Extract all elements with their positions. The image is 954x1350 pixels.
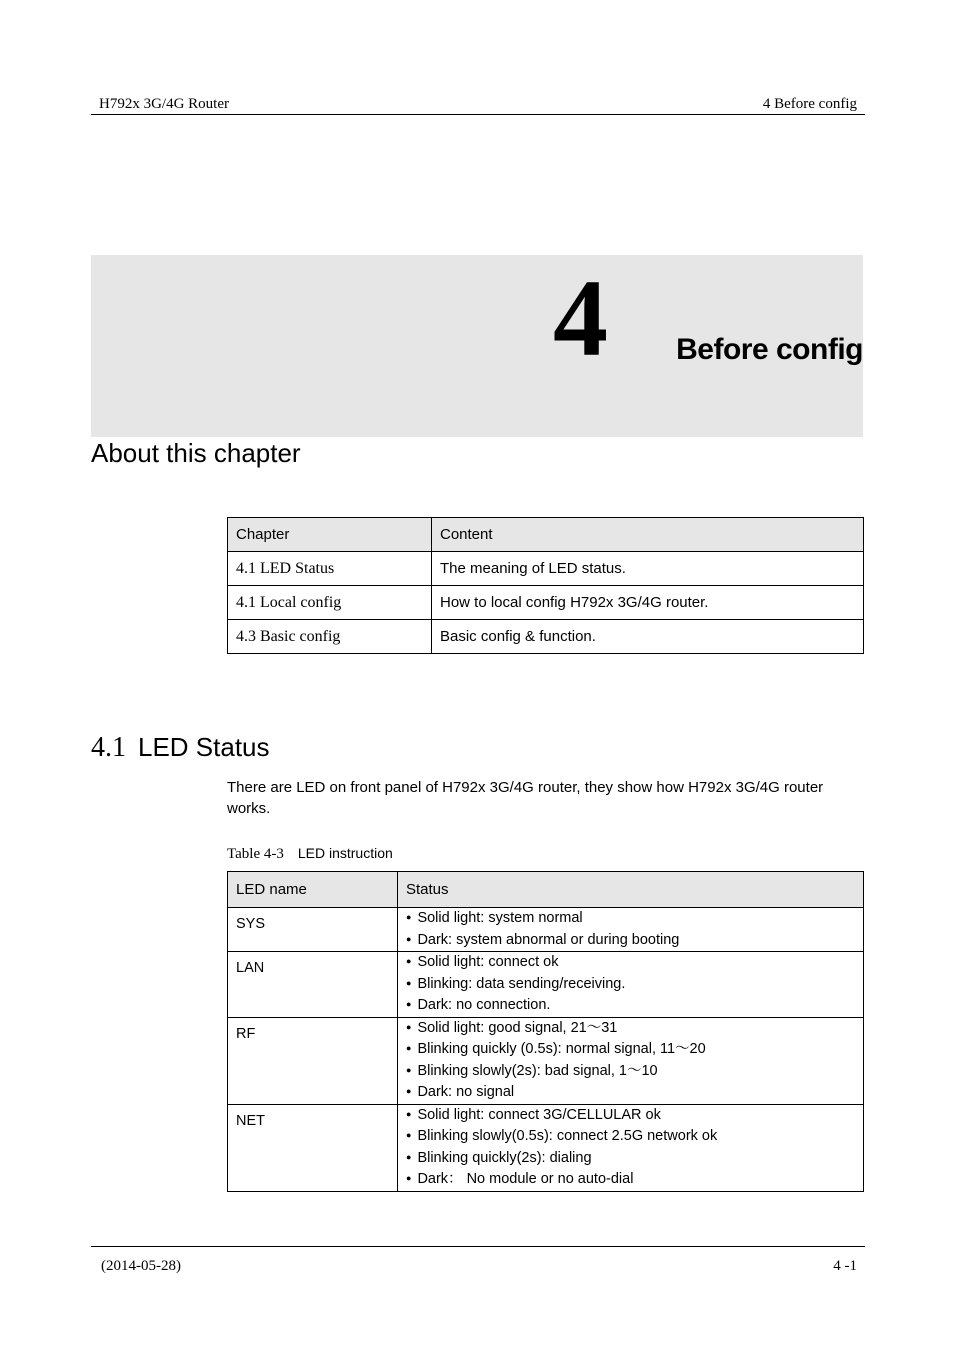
table-cell-content: How to local config H792x 3G/4G router. <box>432 586 864 620</box>
list-item: ● Blinking slowly(0.5s): connect 2.5G network ok <box>406 1126 855 1148</box>
table-row <box>228 908 864 952</box>
table-row <box>228 1017 864 1104</box>
section-heading <box>91 732 270 764</box>
column-header: Chapter <box>228 518 432 552</box>
led-name-cell: NET <box>228 1104 398 1191</box>
column-header: Content <box>432 518 864 552</box>
column-header: Status <box>398 872 864 908</box>
table-row <box>228 586 864 620</box>
header-chapter-name: 4 Before config <box>762 96 857 112</box>
list-item: ● Blinking: data sending/receiving. <box>406 974 855 996</box>
list-item: ● Dark： No module or no auto-dial <box>406 1169 855 1191</box>
table-row <box>228 620 864 654</box>
table-row <box>228 952 864 1018</box>
table-cell-chapter: 4.1 Local config <box>228 586 432 620</box>
list-item: ● Solid light: system normal <box>406 908 855 930</box>
chapter-banner <box>91 255 863 437</box>
table-cell-chapter: 4.1 LED Status <box>228 552 432 586</box>
page-footer <box>91 1246 865 1274</box>
column-header: LED name <box>228 872 398 908</box>
led-name-cell: SYS <box>228 908 398 952</box>
list-item: ● Solid light: connect 3G/CELLULAR ok <box>406 1105 855 1127</box>
led-status-cell <box>398 1104 864 1191</box>
list-item: ● Dark: system abnormal or during booting <box>406 930 855 952</box>
table-header-row <box>228 872 864 908</box>
list-item: ● Solid light: good signal, 21～31 <box>406 1018 855 1040</box>
footer-page-number: 4 -1 <box>833 1258 857 1274</box>
table-cell-chapter: 4.3 Basic config <box>228 620 432 654</box>
footer-date: (2014-05-28) <box>101 1258 181 1274</box>
chapter-title: Before config <box>676 333 863 366</box>
led-instruction-table <box>227 871 864 1192</box>
list-item: ● Dark: no connection. <box>406 995 855 1017</box>
led-name-cell: RF <box>228 1017 398 1104</box>
led-status-cell <box>398 908 864 952</box>
chapter-contents-table <box>227 517 864 654</box>
table-row <box>228 1104 864 1191</box>
about-heading: About this chapter <box>91 438 301 468</box>
led-status-cell <box>398 952 864 1018</box>
section-number: 4.1 <box>91 732 126 763</box>
header-product-name: H792x 3G/4G Router <box>99 96 229 112</box>
table-caption <box>227 845 393 863</box>
section-title: LED Status <box>138 732 270 762</box>
led-name-cell: LAN <box>228 952 398 1018</box>
list-item: ● Solid light: connect ok <box>406 952 855 974</box>
table-caption-text: LED instruction <box>297 845 393 861</box>
led-status-cell <box>398 1017 864 1104</box>
list-item: ● Blinking quickly(2s): dialing <box>406 1148 855 1170</box>
table-caption-label: Table 4-3 <box>227 846 284 862</box>
section-paragraph: There are LED on front panel of H792x 3G/4G router, they show how H792x 3G/4G router works. <box>227 779 824 817</box>
list-item: ● Blinking quickly (0.5s): normal signal, 11～20 <box>406 1039 855 1061</box>
table-cell-content: The meaning of LED status. <box>432 552 864 586</box>
list-item: ● Blinking slowly(2s): bad signal, 1～10 <box>406 1061 855 1083</box>
table-header-row <box>228 518 864 552</box>
list-item: ● Dark: no signal <box>406 1082 855 1104</box>
page-header <box>91 95 865 115</box>
table-cell-content: Basic config & function. <box>432 620 864 654</box>
table-row <box>228 552 864 586</box>
chapter-number: 4 <box>553 257 608 379</box>
